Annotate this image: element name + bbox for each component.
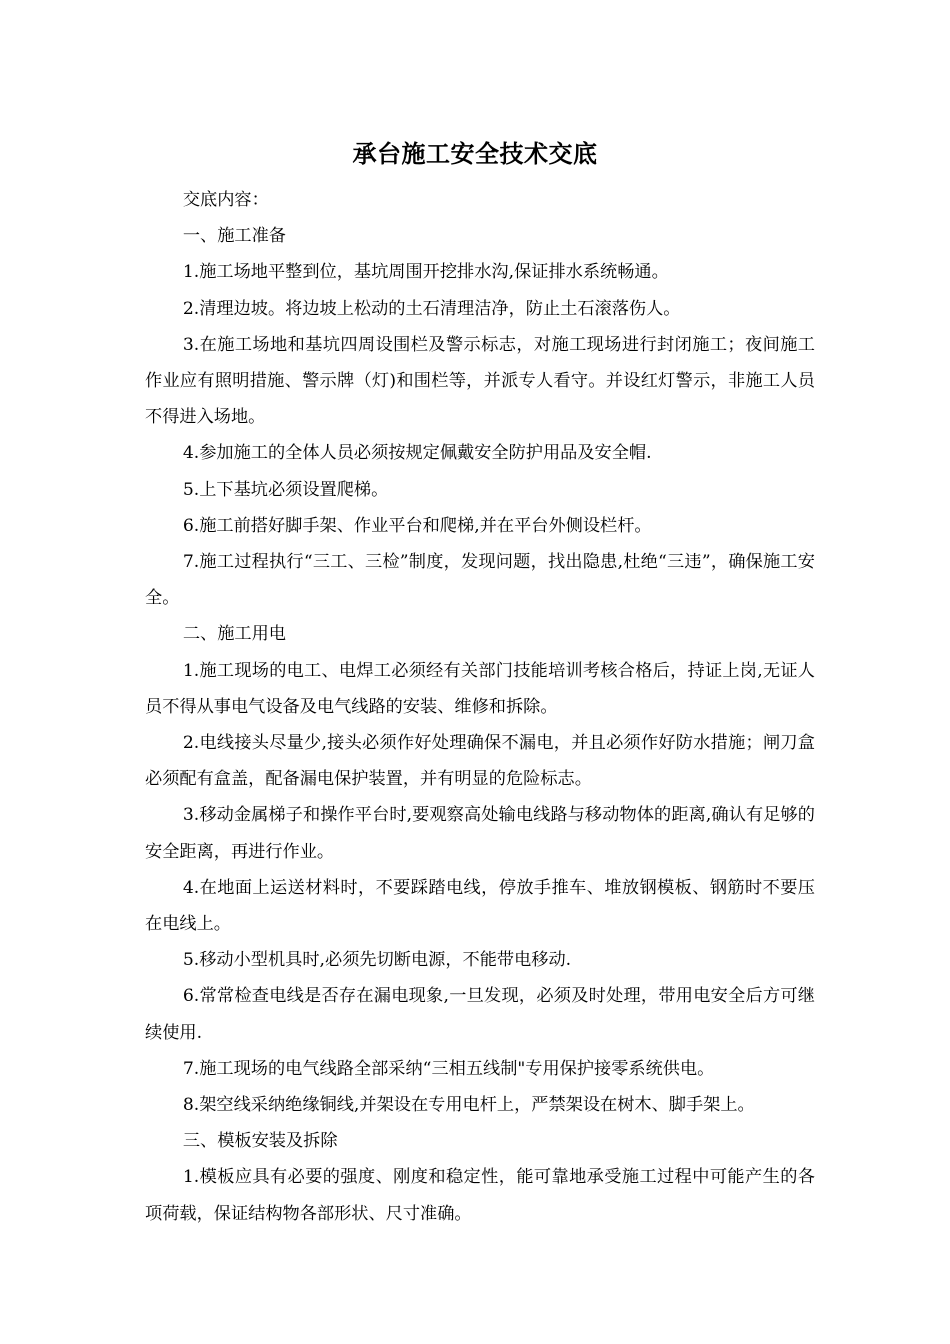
intro-label: 交底内容： xyxy=(182,190,269,210)
paragraph: 6.常常检查电线是否存在漏电现象,一旦发现，必须及时处理，带用电安全后方可继续使用. xyxy=(145,986,815,1043)
paragraph: 7.施工现场的电气线路全部采纳“三相五线制"专用保护接零系统供电。 xyxy=(182,1058,715,1079)
section-heading: 三、模板安装及拆除 xyxy=(182,1131,338,1152)
paragraph: 8.架空线采纳绝缘铜线,并架设在专用电杆上，严禁架设在树木、脚手架上。 xyxy=(182,1095,755,1116)
paragraph: 2.清理边坡。将边坡上松动的土石清理洁净，防止土石滚落伤人。 xyxy=(182,298,681,319)
paragraph: 1.施工现场的电工、电焊工必须经有关部门技能培训考核合格后，持证上岗,无证人员不得从事电气设备及电气线路的安装、维修和拆除。 xyxy=(145,660,815,717)
paragraph: 5.移动小型机具时,必须先切断电源，不能带电移动. xyxy=(182,950,572,971)
paragraph: 1.模板应具有必要的强度、刚度和稳定性，能可靠地承受施工过程中可能产生的各项荷载，保证结构物各部形状、尺寸准确。 xyxy=(145,1167,815,1224)
paragraph: 3.移动金属梯子和操作平台时,要观察高处输电线路与移动物体的距离,确认有足够的安全距离，再进行作业。 xyxy=(145,805,815,862)
paragraph: 3.在施工场地和基坑四周设围栏及警示标志，对施工现场进行封闭施工；夜间施工作业应有照明措施、警示牌（灯)和围栏等，并派专人看守。并设红灯警示，非施工人员不得进入场地。 xyxy=(145,334,815,428)
paragraph: 1.施工场地平整到位，基坑周围开挖排水沟,保证排水系统畅通。 xyxy=(182,262,669,283)
document-title: 承台施工安全技术交底 xyxy=(352,140,598,168)
paragraph: 4.在地面上运送材料时，不要踩踏电线，停放手推车、堆放钢模板、钢筋时不要压在电线上。 xyxy=(145,877,815,935)
paragraph: 7.施工过程执行“三工、三检”制度，发现问题，找出隐患,杜绝“三违”，确保施工安全。 xyxy=(145,552,815,609)
paragraph: 2.电线接头尽量少,接头必须作好处理确保不漏电，并且必须作好防水措施；闸刀盒必须配有盒盖，配备漏电保护装置，并有明显的危险标志。 xyxy=(145,733,815,790)
paragraph: 5.上下基坑必须设置爬梯。 xyxy=(182,479,389,500)
section-heading: 一、施工准备 xyxy=(182,226,286,247)
paragraph: 4.参加施工的全体人员必须按规定佩戴安全防护用品及安全帽. xyxy=(182,443,652,464)
section-heading: 二、施工用电 xyxy=(182,624,286,645)
document-body xyxy=(145,182,815,1232)
paragraph: 6.施工前搭好脚手架、作业平台和爬梯,并在平台外侧设栏杆。 xyxy=(182,515,652,536)
